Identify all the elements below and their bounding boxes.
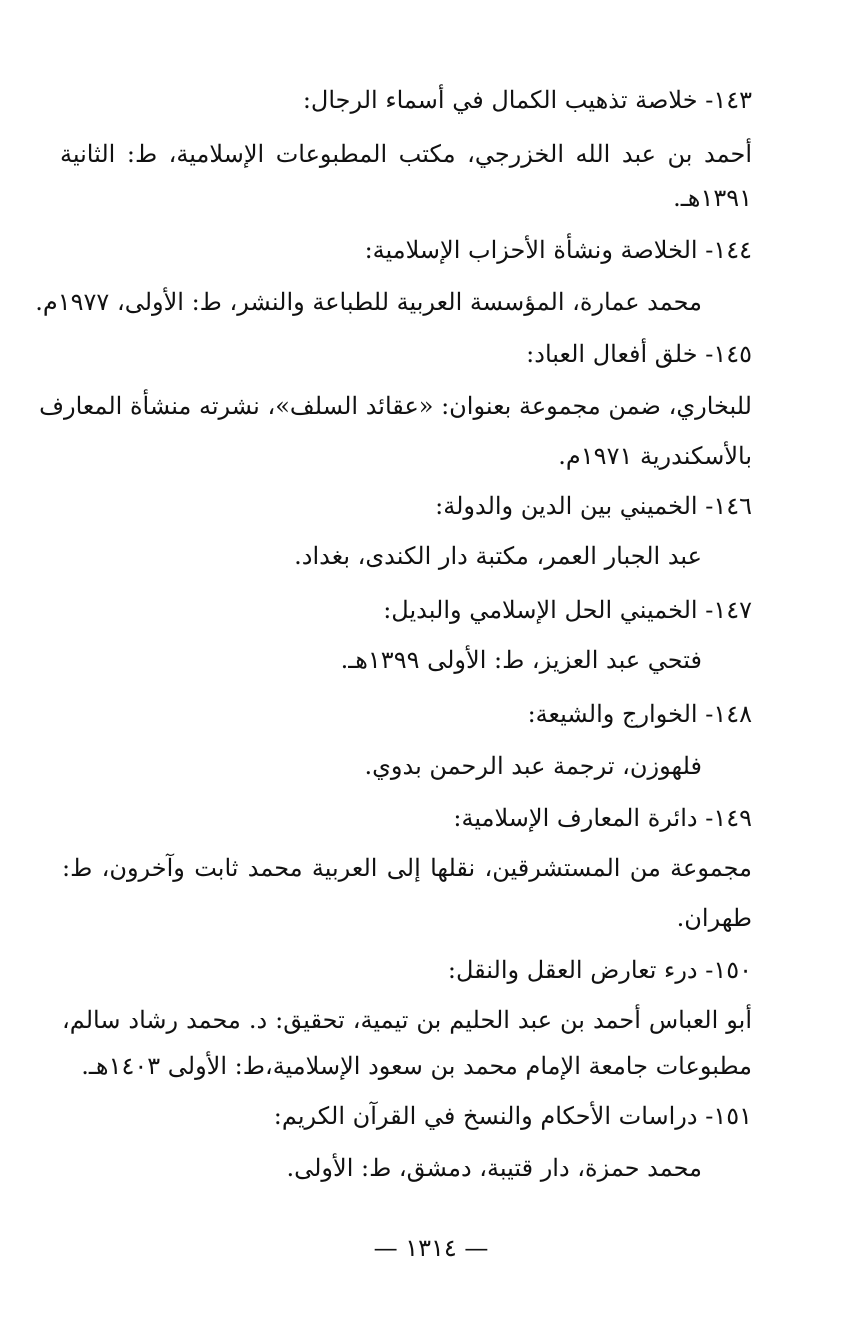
entry-body-line: محمد حمزة، دار قتيبة، دمشق، ط: الأولى. xyxy=(286,1154,702,1182)
entry-body-line: أحمد بن عبد الله الخزرجي، مكتب المطبوعات الإسلامية، ط: الثانية xyxy=(60,140,752,168)
entry-heading: ١٤٣- خلاصة تذهيب الكمال في أسماء الرجال: xyxy=(302,86,752,114)
entry-body-line: أبو العباس أحمد بن عبد الحليم بن تيمية، تحقيق: د. محمد رشاد سالم، xyxy=(62,1006,752,1034)
entry-heading: ١٥١- دراسات الأحكام والنسخ في القرآن الكريم: xyxy=(273,1102,752,1130)
entry-body-line: طهران. xyxy=(676,904,752,932)
entry-body-line: فلهوزن، ترجمة عبد الرحمن بدوي. xyxy=(364,752,702,780)
page-number: — ١٣١٤ — xyxy=(373,1234,489,1262)
entry-body-line: بالأسكندرية ١٩٧١م. xyxy=(558,442,752,470)
entry-body-line: مجموعة من المستشرقين، نقلها إلى العربية محمد ثابت وآخرون، ط: xyxy=(62,854,752,882)
entry-heading: ١٤٥- خلق أفعال العباد: xyxy=(526,340,752,368)
entry-heading: ١٥٠- درء تعارض العقل والنقل: xyxy=(447,956,752,984)
entry-heading: ١٤٨- الخوارج والشيعة: xyxy=(527,700,752,728)
entry-body-line: عبد الجبار العمر، مكتبة دار الكندى، بغداد. xyxy=(294,542,702,570)
entry-heading: ١٤٩- دائرة المعارف الإسلامية: xyxy=(453,804,752,832)
entry-body-line: فتحي عبد العزيز، ط: الأولى ١٣٩٩هـ. xyxy=(340,646,702,674)
entry-heading: ١٤٦- الخميني بين الدين والدولة: xyxy=(435,492,752,520)
entry-body-line: مطبوعات جامعة الإمام محمد بن سعود الإسلامية،ط: الأولى ١٤٠٣هـ. xyxy=(81,1052,752,1080)
entry-body-line: محمد عمارة، المؤسسة العربية للطباعة والنشر، ط: الأولى، ١٩٧٧م. xyxy=(35,288,702,316)
entry-body-line: ١٣٩١هـ. xyxy=(673,184,752,212)
entry-heading: ١٤٧- الخميني الحل الإسلامي والبديل: xyxy=(383,596,752,624)
entry-heading: ١٤٤- الخلاصة ونشأة الأحزاب الإسلامية: xyxy=(364,236,752,264)
entry-body-line: للبخاري، ضمن مجموعة بعنوان: «عقائد السلف»، نشرته منشأة المعارف xyxy=(39,392,752,420)
